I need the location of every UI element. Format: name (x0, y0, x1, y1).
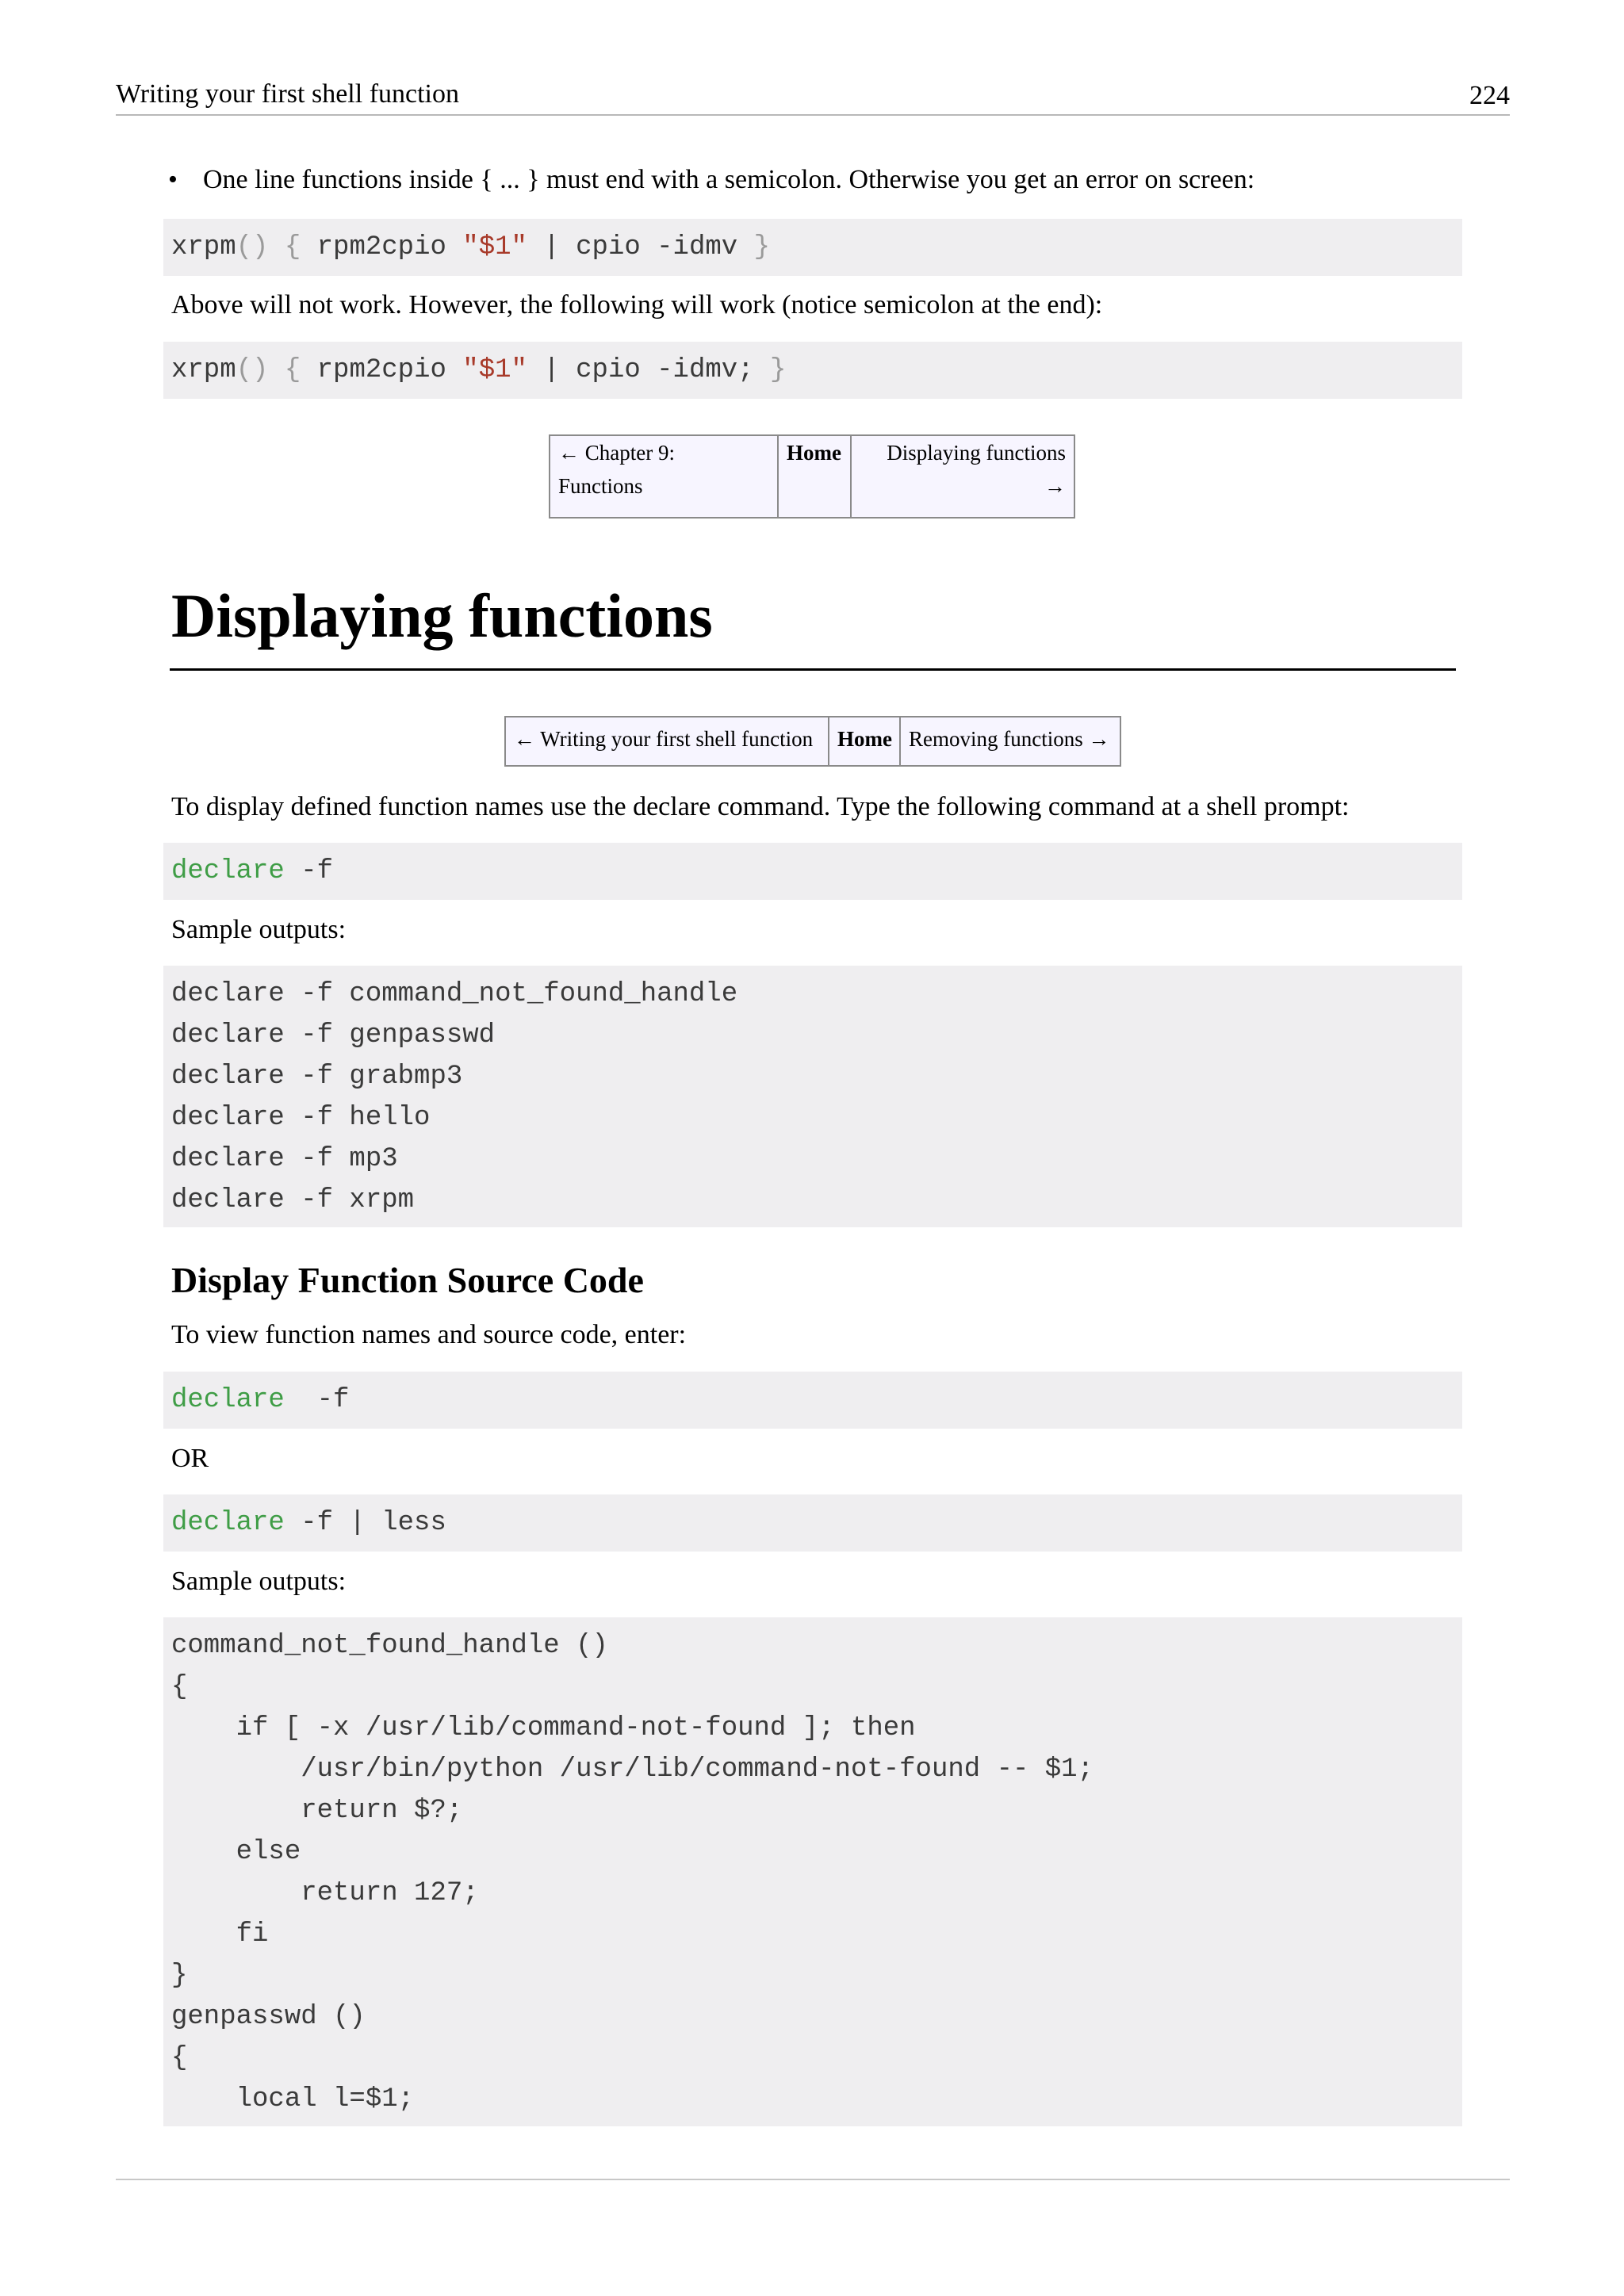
chapter-nav-table (549, 434, 1075, 519)
code-line: command_not_found_handle () (171, 1631, 608, 1661)
or-label: OR (171, 1444, 209, 1473)
code-command: rpm2cpio (316, 355, 446, 385)
running-header (116, 73, 1510, 116)
code-line: declare -f genpasswd (171, 1020, 496, 1050)
nav-prev-link[interactable]: ← Writing your first shell function (514, 727, 814, 751)
nav-next-link[interactable]: Displaying functions (887, 441, 1066, 465)
code-parens: () (236, 355, 269, 385)
section-heading: Displaying functions (171, 581, 713, 650)
code-brace-close: } (769, 355, 787, 385)
code-line: declare -f grabmp3 (171, 1062, 463, 1092)
code-line: declare -f mp3 (171, 1144, 398, 1174)
code-line: fi (171, 1919, 269, 1950)
nav-home-link[interactable]: Home (837, 727, 892, 751)
code-parens: () (236, 232, 269, 262)
code-block-xrpm-wrong (163, 219, 1462, 276)
sample-outputs-label: Sample outputs: (171, 915, 347, 944)
code-line: else (171, 1837, 301, 1867)
nav-next-link[interactable]: Removing functions → (909, 727, 1110, 751)
code-line: { (171, 1672, 188, 1702)
bullet-marker: • (168, 165, 178, 194)
paragraph-declare-intro: To display defined function names use the declare command. Type the following command at a shell prompt: (171, 792, 1350, 821)
code-pipe-rest: | cpio -idmv; (543, 355, 754, 385)
code-command: rpm2cpio (316, 232, 446, 262)
running-title: Writing your first shell function (116, 79, 460, 109)
code-brace-open: { (284, 355, 301, 385)
nav-prev-cell[interactable] (550, 436, 777, 517)
code-brace-open: { (284, 232, 301, 262)
code-string-arg: "$1" (462, 355, 527, 385)
nav-home-cell[interactable] (828, 718, 899, 765)
code-block-declare-less (163, 1494, 1462, 1552)
code-line: } (171, 1961, 188, 1991)
code-line: return 127; (171, 1878, 479, 1908)
code-args: -f (284, 856, 334, 886)
code-block-declare-f (163, 843, 1462, 900)
bullet-text: One line functions inside { ... } must end with a semicolon. Otherwise you get an error on screen: (203, 165, 1255, 194)
subsection-heading: Display Function Source Code (171, 1260, 644, 1300)
sample-outputs-label-2: Sample outputs: (171, 1567, 347, 1596)
paragraph-view-source: To view function names and source code, enter: (171, 1320, 687, 1349)
code-block-xrpm-correct (163, 342, 1462, 399)
code-function-name: xrpm (171, 355, 236, 385)
code-keyword: declare (171, 1385, 285, 1415)
section-nav-table (504, 716, 1121, 767)
nav-next-arrow[interactable]: → (1044, 474, 1066, 498)
code-block-declare-output (163, 966, 1462, 1227)
code-args: -f (284, 1385, 350, 1415)
nav-prev-link-line2[interactable]: Functions (558, 474, 643, 498)
code-keyword: declare (171, 856, 285, 886)
code-args: -f | less (284, 1508, 446, 1538)
footer-divider (116, 2179, 1510, 2180)
page-number: 224 (1469, 81, 1510, 110)
code-line: declare -f command_not_found_handle (171, 979, 738, 1009)
code-line: { (171, 2043, 188, 2073)
code-block-declare-f-2 (163, 1372, 1462, 1429)
code-line: return $?; (171, 1796, 463, 1826)
code-line: genpasswd () (171, 2002, 366, 2032)
nav-home-cell[interactable] (777, 436, 850, 517)
code-line: declare -f hello (171, 1103, 431, 1133)
paragraph-semicolon-note: Above will not work. However, the following will work (notice semicolon at the end): (171, 290, 1103, 320)
nav-prev-cell[interactable] (506, 718, 828, 765)
code-line: /usr/bin/python /usr/lib/command-not-found -- $1; (171, 1755, 1094, 1785)
code-line: declare -f xrpm (171, 1185, 415, 1215)
code-string-arg: "$1" (462, 232, 527, 262)
code-line: local l=$1; (171, 2084, 415, 2114)
code-brace-close: } (753, 232, 770, 262)
nav-next-cell[interactable] (899, 718, 1120, 765)
heading-divider (170, 668, 1456, 671)
code-line: if [ -x /usr/lib/command-not-found ]; then (171, 1713, 916, 1743)
code-pipe-rest: | cpio -idmv (543, 232, 738, 262)
nav-next-cell[interactable] (850, 436, 1074, 517)
code-block-function-source (163, 1617, 1462, 2126)
code-function-name: xrpm (171, 232, 236, 262)
code-keyword: declare (171, 1508, 285, 1538)
nav-prev-link[interactable]: ← Chapter 9: (558, 441, 675, 465)
nav-home-link[interactable]: Home (787, 441, 841, 465)
